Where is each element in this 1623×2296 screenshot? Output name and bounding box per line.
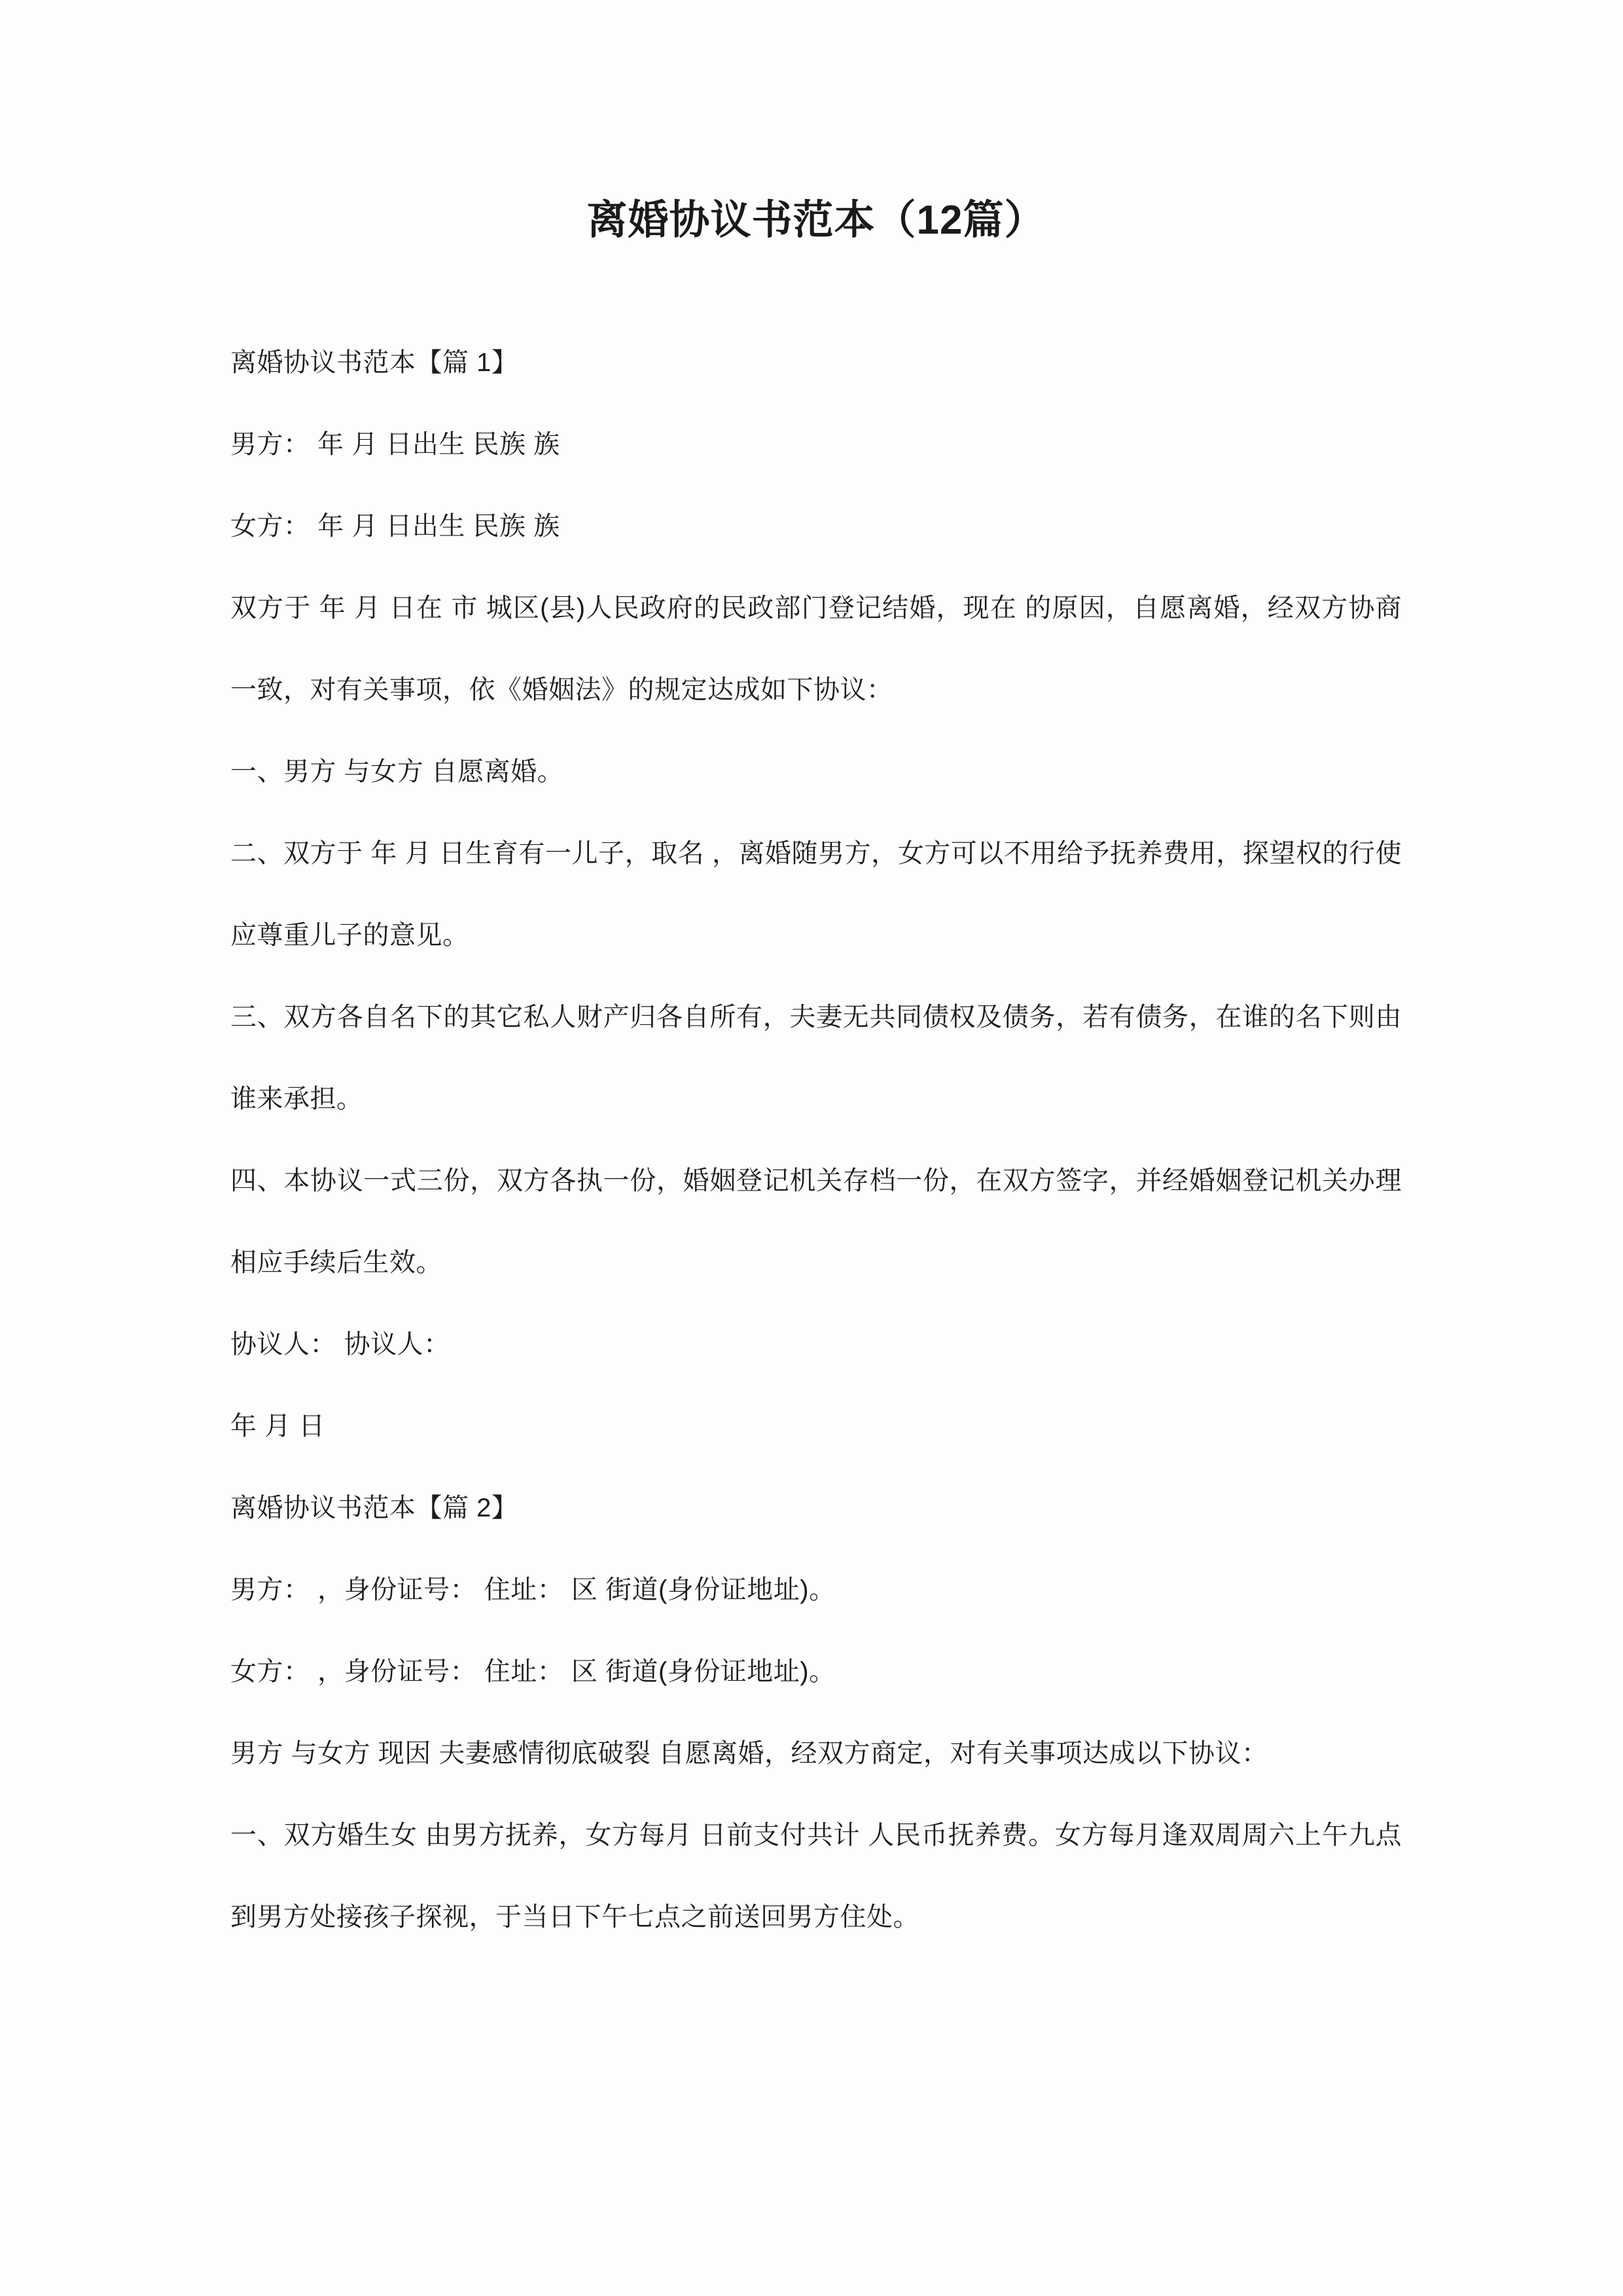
section-1-date-line: 年 月 日 — [230, 1412, 325, 1441]
section-1-clause-4: 四、本协议一式三份，双方各执一份，婚姻登记机关存档一份，在双方签字，并经婚姻登记机关办理相应手续后生效。 — [230, 1166, 1402, 1278]
page-content-column — [230, 0, 1402, 1958]
page-title: 离婚协议书范本（12篇） — [586, 198, 1046, 243]
section-1-clause-2: 二、双方于 年 月 日生育有一儿子，取名 ，离婚随男方，女方可以不用给予抚养费用，探望权的行使应尊重儿子的意见。 — [230, 839, 1402, 950]
section-1-signature-line: 协议人： 协议人： — [230, 1330, 450, 1359]
section-2-clause-1: 一、双方婚生女 由男方抚养，女方每月 日前支付共计 人民币抚养费。女方每月逢双周周六上午九点到男方处接孩子探视，于当日下午七点之前送回男方住处。 — [230, 1821, 1402, 1932]
document-body — [230, 322, 1402, 1958]
section-1-clause-1: 一、男方 与女方 自愿离婚。 — [230, 757, 564, 787]
section-1-paragraph-3: 双方于 年 月 日在 市 城区(县)人民政府的民政部门登记结婚，现在 的原因，自愿离婚，经双方协商一致，对有关事项，依《婚姻法》的规定达成如下协议： — [230, 594, 1402, 705]
section-heading-2: 离婚协议书范本【篇 2】 — [230, 1494, 518, 1523]
section-2-paragraph-1: 男方： ，身份证号： 住址： 区 街道(身份证地址)。 — [230, 1575, 836, 1605]
section-heading-1: 离婚协议书范本【篇 1】 — [230, 348, 518, 378]
section-1-paragraph-2: 女方： 年 月 日出生 民族 族 — [230, 512, 560, 541]
section-2-paragraph-2: 女方： ，身份证号： 住址： 区 街道(身份证地址)。 — [230, 1657, 836, 1687]
section-1-clause-3: 三、双方各自名下的其它私人财产归各自所有，夫妻无共同债权及债务，若有债务，在谁的名下则由谁来承担。 — [230, 1003, 1402, 1114]
section-2-paragraph-3: 男方 与女方 现因 夫妻感情彻底破裂 自愿离婚，经双方商定，对有关事项达成以下协议： — [230, 1739, 1268, 1768]
section-1-paragraph-1: 男方： 年 月 日出生 民族 族 — [230, 430, 560, 459]
